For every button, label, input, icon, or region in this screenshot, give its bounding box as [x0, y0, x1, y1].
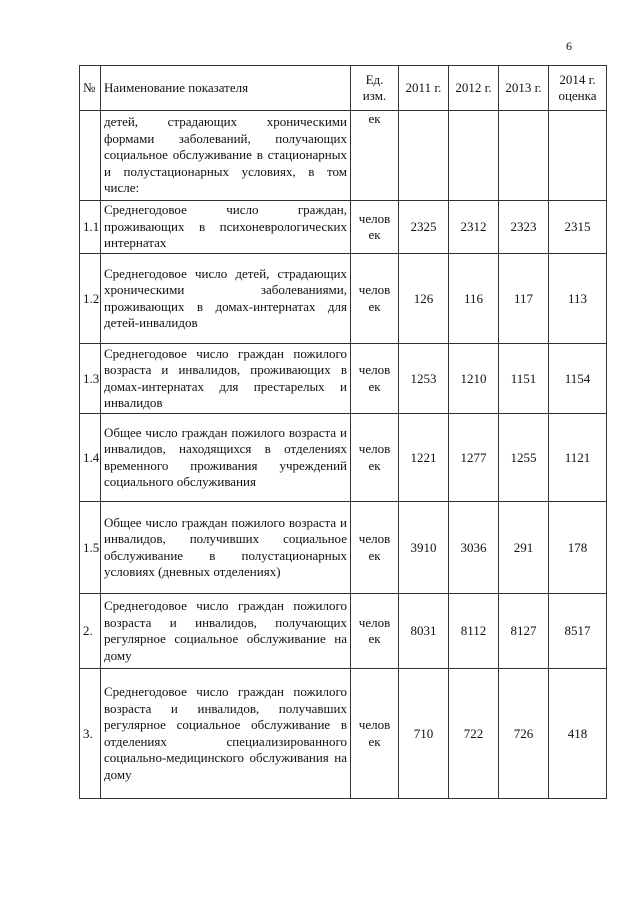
- row-value-2011: 1221: [399, 414, 449, 502]
- row-number: 1.4: [80, 414, 101, 502]
- row-indicator-name: Общее число граждан пожилого возраста и инвалидов, получивших социальное обслуживание в полустационарных условиях (дневных отделениях): [101, 502, 351, 594]
- row-unit: челов ек: [351, 414, 399, 502]
- row-indicator-name: детей, страдающих хроническими формами заболеваний, получающих социальное обслуживание в стационарных и полустационарных условиях, в том числе:: [101, 111, 351, 201]
- row-value-2011: 1253: [399, 344, 449, 414]
- indicators-table: [79, 65, 607, 799]
- row-unit: челов ек: [351, 669, 399, 799]
- row-value-2012: 1277: [449, 414, 499, 502]
- table-row: [80, 254, 607, 344]
- header-2011: 2011 г.: [399, 66, 449, 111]
- table-row: [80, 594, 607, 669]
- row-unit: челов ек: [351, 254, 399, 344]
- row-number: 1.5: [80, 502, 101, 594]
- table-row: [80, 669, 607, 799]
- row-indicator-name: Среднегодовое число граждан пожилого возраста и инвалидов, получающих регулярное социальное обслуживание на дому: [101, 594, 351, 669]
- row-value-2012: 2312: [449, 201, 499, 254]
- header-unit: Ед. изм.: [351, 66, 399, 111]
- row-indicator-name: Среднегодовое число детей, страдающих хроническими заболеваниями, проживающих в домах-интернатах для детей-инвалидов: [101, 254, 351, 344]
- table-row: [80, 414, 607, 502]
- row-value-2011: 126: [399, 254, 449, 344]
- row-value-2012: 1210: [449, 344, 499, 414]
- page-number: 6: [566, 39, 572, 53]
- row-value-2014: 1121: [549, 414, 607, 502]
- row-value-2012: 722: [449, 669, 499, 799]
- row-value-2011: 2325: [399, 201, 449, 254]
- row-value-2014: 113: [549, 254, 607, 344]
- row-number: 1.1: [80, 201, 101, 254]
- row-value-2013: 726: [499, 669, 549, 799]
- row-value-2012: 116: [449, 254, 499, 344]
- row-indicator-name: Общее число граждан пожилого возраста и инвалидов, находящихся в отделениях временного проживания учреждений социального обслуживания: [101, 414, 351, 502]
- row-number: 1.3: [80, 344, 101, 414]
- row-value-2011: 8031: [399, 594, 449, 669]
- row-value-2012: 3036: [449, 502, 499, 594]
- row-value-2012: 8112: [449, 594, 499, 669]
- table-row: [80, 344, 607, 414]
- row-unit: челов ек: [351, 201, 399, 254]
- row-value-2013: [499, 111, 549, 201]
- row-value-2013: 117: [499, 254, 549, 344]
- row-value-2013: 8127: [499, 594, 549, 669]
- row-indicator-name: Среднегодовое число граждан пожилого возраста и инвалидов, проживающих в домах-интернатах для престарелых и инвалидов: [101, 344, 351, 414]
- row-number: 1.2: [80, 254, 101, 344]
- header-2014-estimate: 2014 г. оценка: [549, 66, 607, 111]
- row-value-2013: 1255: [499, 414, 549, 502]
- row-value-2011: [399, 111, 449, 201]
- row-number: [80, 111, 101, 201]
- header-2013: 2013 г.: [499, 66, 549, 111]
- row-indicator-name: Среднегодовое число граждан пожилого возраста и инвалидов, получавших регулярное социальное обслуживание в отделениях специализированного социально-медицинского обслуживания на дому: [101, 669, 351, 799]
- row-value-2011: 3910: [399, 502, 449, 594]
- row-value-2014: 418: [549, 669, 607, 799]
- row-unit: челов ек: [351, 344, 399, 414]
- row-value-2014: 178: [549, 502, 607, 594]
- table-header-row: [80, 66, 607, 111]
- row-value-2013: 2323: [499, 201, 549, 254]
- row-unit: ек: [351, 111, 399, 201]
- header-number: №: [80, 66, 101, 111]
- row-number: 2.: [80, 594, 101, 669]
- row-value-2014: [549, 111, 607, 201]
- row-value-2014: 1154: [549, 344, 607, 414]
- header-2012: 2012 г.: [449, 66, 499, 111]
- row-value-2012: [449, 111, 499, 201]
- header-indicator-name: Наименование показателя: [101, 66, 351, 111]
- table-row: [80, 502, 607, 594]
- row-value-2014: 8517: [549, 594, 607, 669]
- table-row: [80, 201, 607, 254]
- row-value-2013: 291: [499, 502, 549, 594]
- row-unit: челов ек: [351, 594, 399, 669]
- row-value-2011: 710: [399, 669, 449, 799]
- row-unit: челов ек: [351, 502, 399, 594]
- table-row: [80, 111, 607, 201]
- row-indicator-name: Среднегодовое число граждан, проживающих в психоневрологических интернатах: [101, 201, 351, 254]
- row-value-2013: 1151: [499, 344, 549, 414]
- row-value-2014: 2315: [549, 201, 607, 254]
- row-number: 3.: [80, 669, 101, 799]
